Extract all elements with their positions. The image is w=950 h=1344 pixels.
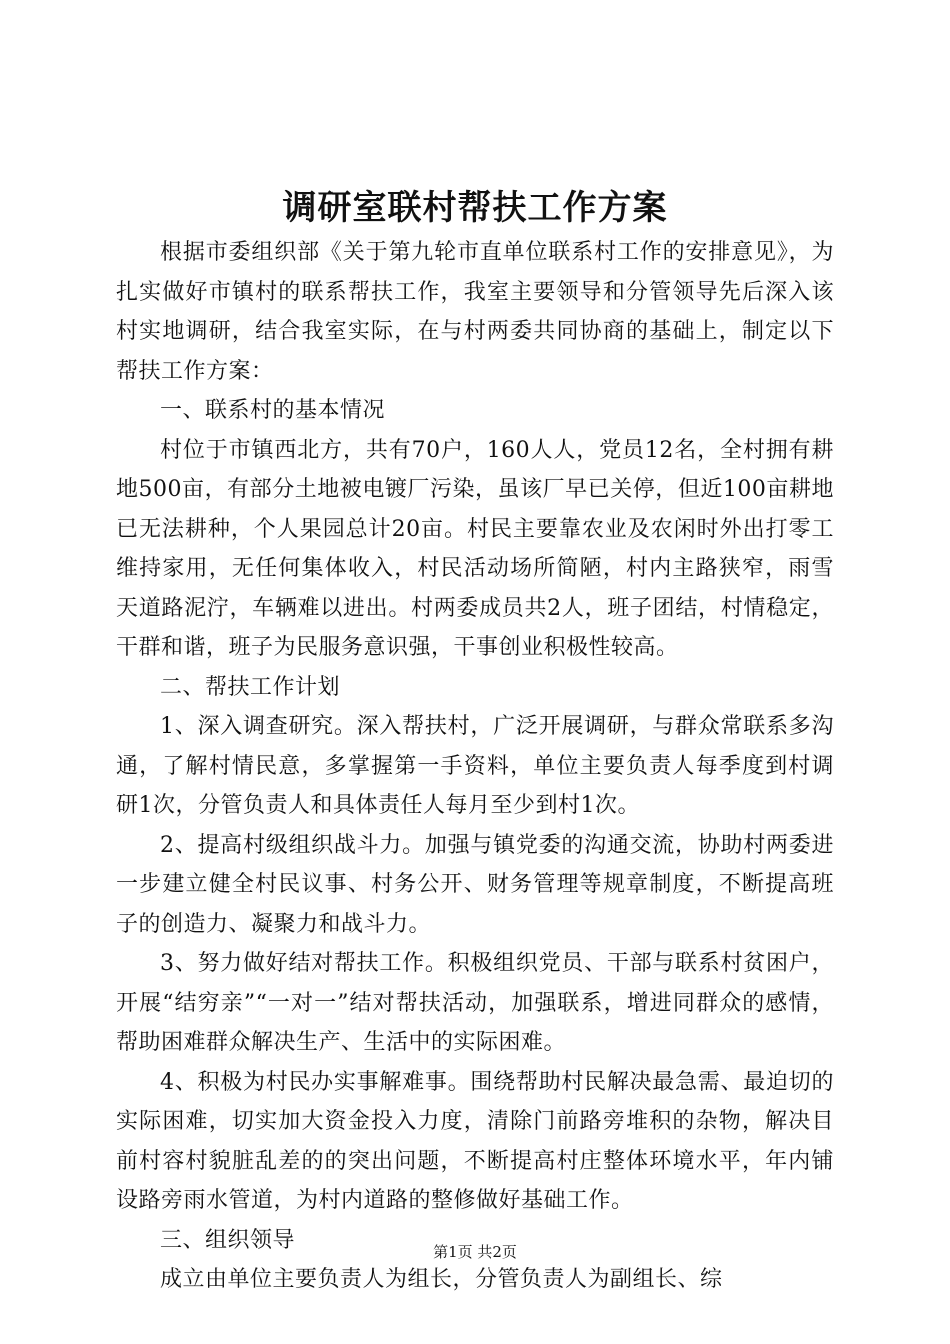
section-heading-work-plan: 二、帮扶工作计划 <box>160 674 341 700</box>
plan-item-1: 1、深入调查研究。深入帮扶村，广泛开展调研，与群众常联系多沟通，了解村情民意，多掌握第一手资料，单位主要负责人每季度到村调研1次，分管负责人和具体责任人每月至少到村1次。 <box>116 714 834 818</box>
document-body <box>116 233 834 1300</box>
plan-item-3: 3、努力做好结对帮扶工作。积极组织党员、干部与联系村贫困户，开展“结穷亲”“一对一”结对帮扶活动，加强联系，增进同群众的感情，帮助困难群众解决生产、生活中的实际困难。 <box>116 951 834 1055</box>
page-footer: 第1页 共2页 <box>433 1243 517 1261</box>
document-title: 调研室联村帮扶工作方案 <box>282 188 668 228</box>
basic-info-paragraph: 村位于市镇西北方，共有70户，160人人，党员12名，全村拥有耕地500亩，有部分土地被电镀厂污染，虽该厂早已关停，但近100亩耕地已无法耕种，个人果园总计20亩。村民主要靠农业及农闲时外出打零工维持家用，无任何集体收入，村民活动场所简陋，村内主路狭窄，雨雪天道路泥泞，车辆难以进出。村两委成员共2人，班子团结，村情稳定，干群和谐，班子为民服务意识强，干事创业积极性较高。 <box>116 437 834 660</box>
section-heading-leadership: 三、组织领导 <box>160 1227 296 1253</box>
section-heading-basic-info: 一、联系村的基本情况 <box>160 398 386 423</box>
plan-item-4: 4、积极为村民办实事解难事。围绕帮助村民解决最急需、最迫切的实际困难，切实加大资金投入力度，清除门前路旁堆积的杂物，解决目前村容村貌脏乱差的的突出问题，不断提高村庄整体环境水平，年内铺设路旁雨水管道，为村内道路的整修做好基础工作。 <box>116 1069 834 1213</box>
intro-paragraph: 根据市委组织部《关于第九轮市直单位联系村工作的安排意见》，为扎实做好市镇村的联系帮扶工作，我室主要领导和分管领导先后深入该村实地调研，结合我室实际，在与村两委共同协商的基础上，制定以下帮扶工作方案： <box>116 240 834 384</box>
leadership-paragraph: 成立由单位主要负责人为组长，分管负责人为副组长、综 <box>160 1267 723 1292</box>
plan-item-2: 2、提高村级组织战斗力。加强与镇党委的沟通交流，协助村两委进一步建立健全村民议事、村务公开、财务管理等规章制度，不断提高班子的创造力、凝聚力和战斗力。 <box>116 832 834 937</box>
